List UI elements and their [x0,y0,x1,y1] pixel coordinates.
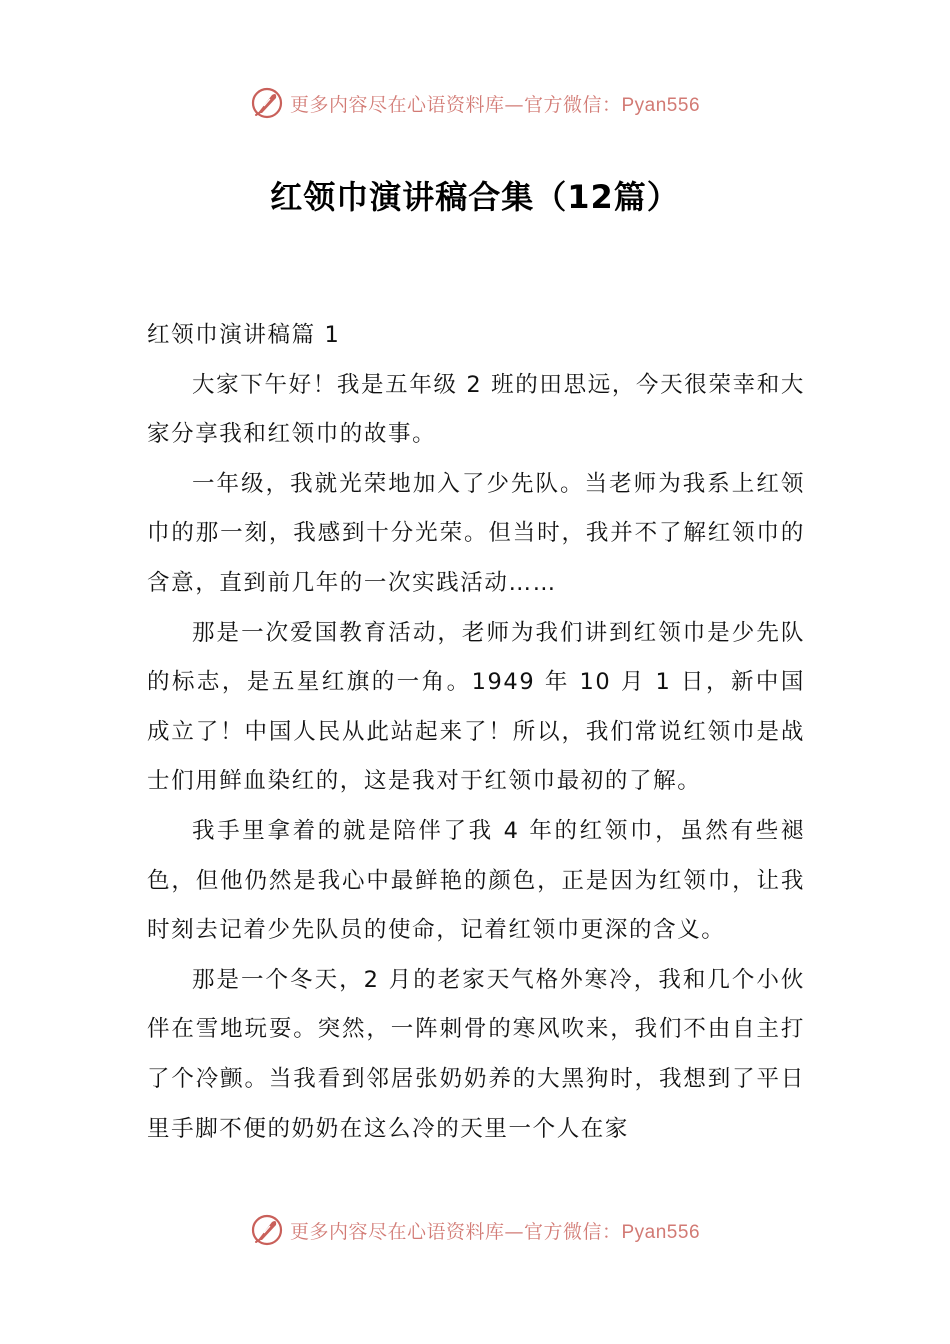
wechat-id: Pyan556 [621,1221,701,1243]
footer-banner [0,1210,950,1250]
paragraph: 那是一次爱国教育活动，老师为我们讲到红领巾是少先队的标志，是五星红旗的一角。1949 年 10 月 1 日，新中国成立了！中国人民从此站起来了！所以，我们常说红领巾是战士们用鲜血染红的，这是我对于红领巾最初的了解。 [147,619,805,795]
banner-slogan: 更多内容尽在心语资料库—官方微信： [289,93,622,116]
document-title: 红领巾演讲稿合集（12篇） [270,178,680,216]
document-body [147,311,805,1154]
header-banner [0,83,950,123]
quill-pen-logo-icon [250,86,284,120]
banner-text [290,1217,700,1244]
paragraph: 我手里拿着的就是陪伴了我 4 年的红领巾，虽然有些褪色，但他仍然是我心中最鲜艳的颜色，正是因为红领巾，让我时刻去记着少先队员的使命，记着红领巾更深的含义。 [147,817,805,944]
paragraph: 那是一个冬天，2 月的老家天气格外寒冷，我和几个小伙伴在雪地玩耍。突然，一阵刺骨的寒风吹来，我们不由自主打了个冷颤。当我看到邻居张奶奶养的大黑狗时，我想到了平日里手脚不便的奶奶在这么冷的天里一个人在家 [147,966,805,1142]
wechat-id: Pyan556 [621,94,701,116]
section-heading: 红领巾演讲稿篇 1 [147,322,341,348]
banner-slogan: 更多内容尽在心语资料库—官方微信： [289,1220,622,1243]
banner-text [290,90,700,117]
quill-pen-logo-icon [250,1213,284,1247]
paragraph: 一年级，我就光荣地加入了少先队。当老师为我系上红领巾的那一刻，我感到十分光荣。但当时，我并不了解红领巾的含意，直到前几年的一次实践活动…… [147,470,805,596]
paragraph: 大家下午好！我是五年级 2 班的田思远，今天很荣幸和大家分享我和红领巾的故事。 [147,371,805,448]
